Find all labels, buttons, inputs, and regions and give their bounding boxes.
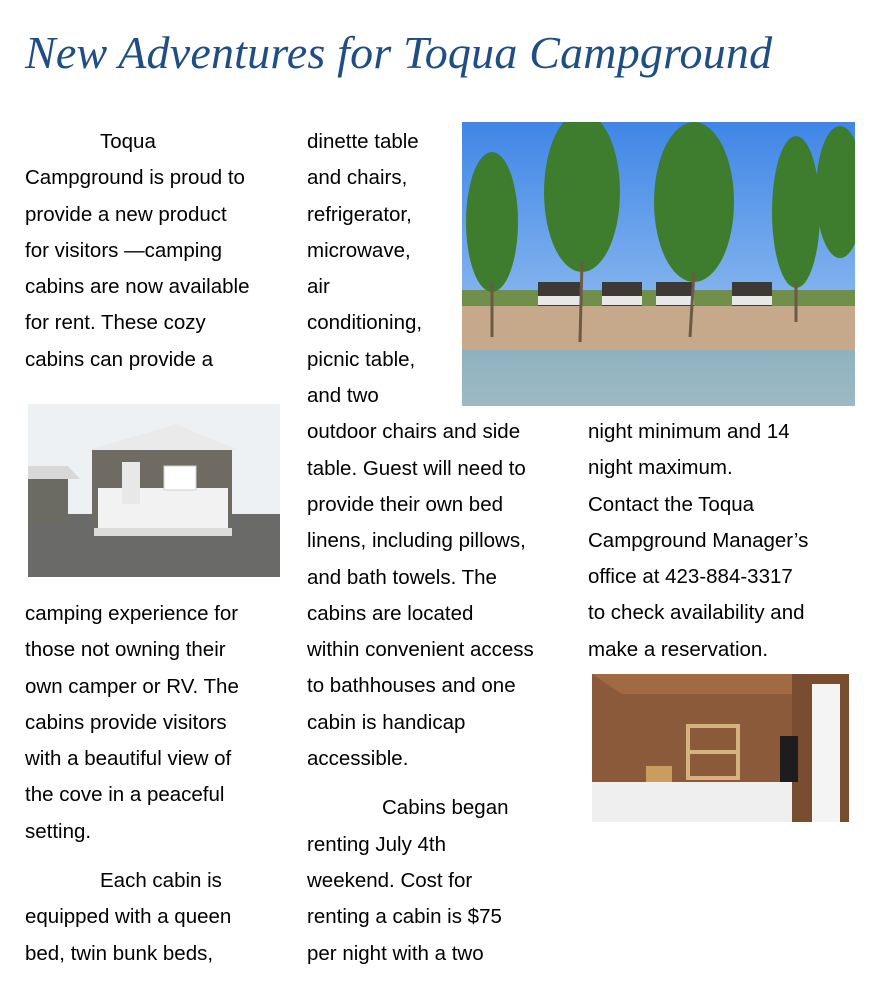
text-line: air bbox=[307, 275, 330, 299]
text-line: and bath towels. The bbox=[307, 565, 497, 589]
text-line: those not owning their bbox=[25, 638, 226, 662]
text-line: make a reservation. bbox=[588, 637, 769, 661]
text-line: refrigerator, bbox=[307, 202, 412, 226]
text-line: office at 423-884-3317 bbox=[588, 565, 793, 589]
text-line: table. Guest will need to bbox=[307, 456, 526, 480]
text-line: Campground is proud to bbox=[25, 166, 245, 190]
text-line: provide a new product bbox=[25, 202, 227, 226]
text-line: the cove in a peaceful bbox=[25, 783, 225, 807]
text-line: Contact the Toqua bbox=[588, 492, 755, 516]
text-line: accessible. bbox=[307, 747, 409, 771]
text-line: bed, twin bunk beds, bbox=[25, 941, 214, 965]
text-line: and chairs, bbox=[307, 166, 408, 190]
text-line: provide their own bed bbox=[307, 492, 504, 516]
column-3 bbox=[588, 414, 808, 668]
text-line: cabins are located bbox=[307, 601, 474, 625]
text-line: cabins can provide a bbox=[25, 347, 214, 371]
text-line: with a beautiful view of bbox=[25, 747, 232, 771]
cabin-interior-photo bbox=[592, 674, 849, 822]
text-line: night minimum and 14 bbox=[588, 420, 790, 443]
text-line: microwave, bbox=[307, 238, 411, 262]
lake-cabins-photo bbox=[462, 122, 855, 406]
text-line: cabins are now available bbox=[25, 275, 250, 299]
text-line: picnic table, bbox=[307, 347, 416, 371]
article-title: New Adventures for Toqua Campground bbox=[25, 27, 773, 78]
text-line: Cabins began bbox=[382, 796, 509, 820]
text-line: Toqua bbox=[100, 130, 156, 153]
column-1-bottom bbox=[25, 596, 239, 972]
text-line: cabin is handicap bbox=[307, 710, 466, 734]
text-line: linens, including pillows, bbox=[307, 529, 526, 553]
text-line: renting July 4th bbox=[307, 832, 447, 856]
text-line: Each cabin is bbox=[100, 869, 222, 893]
text-line: conditioning, bbox=[307, 311, 423, 335]
text-line: and two bbox=[307, 384, 379, 408]
text-line: to check availability and bbox=[588, 601, 805, 625]
text-line: within convenient access bbox=[307, 638, 534, 662]
text-line: cabins provide visitors bbox=[25, 710, 227, 734]
text-line: equipped with a queen bbox=[25, 905, 232, 929]
text-line: per night with a two bbox=[307, 941, 484, 965]
text-line: renting a cabin is $75 bbox=[307, 905, 502, 929]
column-1-top bbox=[25, 124, 250, 378]
text-line: weekend. Cost for bbox=[307, 868, 473, 892]
text-line: for rent. These cozy bbox=[25, 311, 206, 335]
text-line: to bathhouses and one bbox=[307, 674, 516, 698]
text-line: Campground Manager’s bbox=[588, 528, 809, 552]
text-line: camping experience for bbox=[25, 602, 239, 625]
cabin-porch-photo bbox=[28, 404, 280, 577]
text-line: outdoor chairs and side bbox=[307, 420, 521, 444]
text-line: setting. bbox=[25, 819, 92, 843]
text-line: night maximum. bbox=[588, 456, 733, 480]
text-line: own camper or RV. The bbox=[25, 674, 239, 698]
text-line: dinette table bbox=[307, 130, 419, 153]
text-line: for visitors —camping bbox=[25, 238, 223, 262]
